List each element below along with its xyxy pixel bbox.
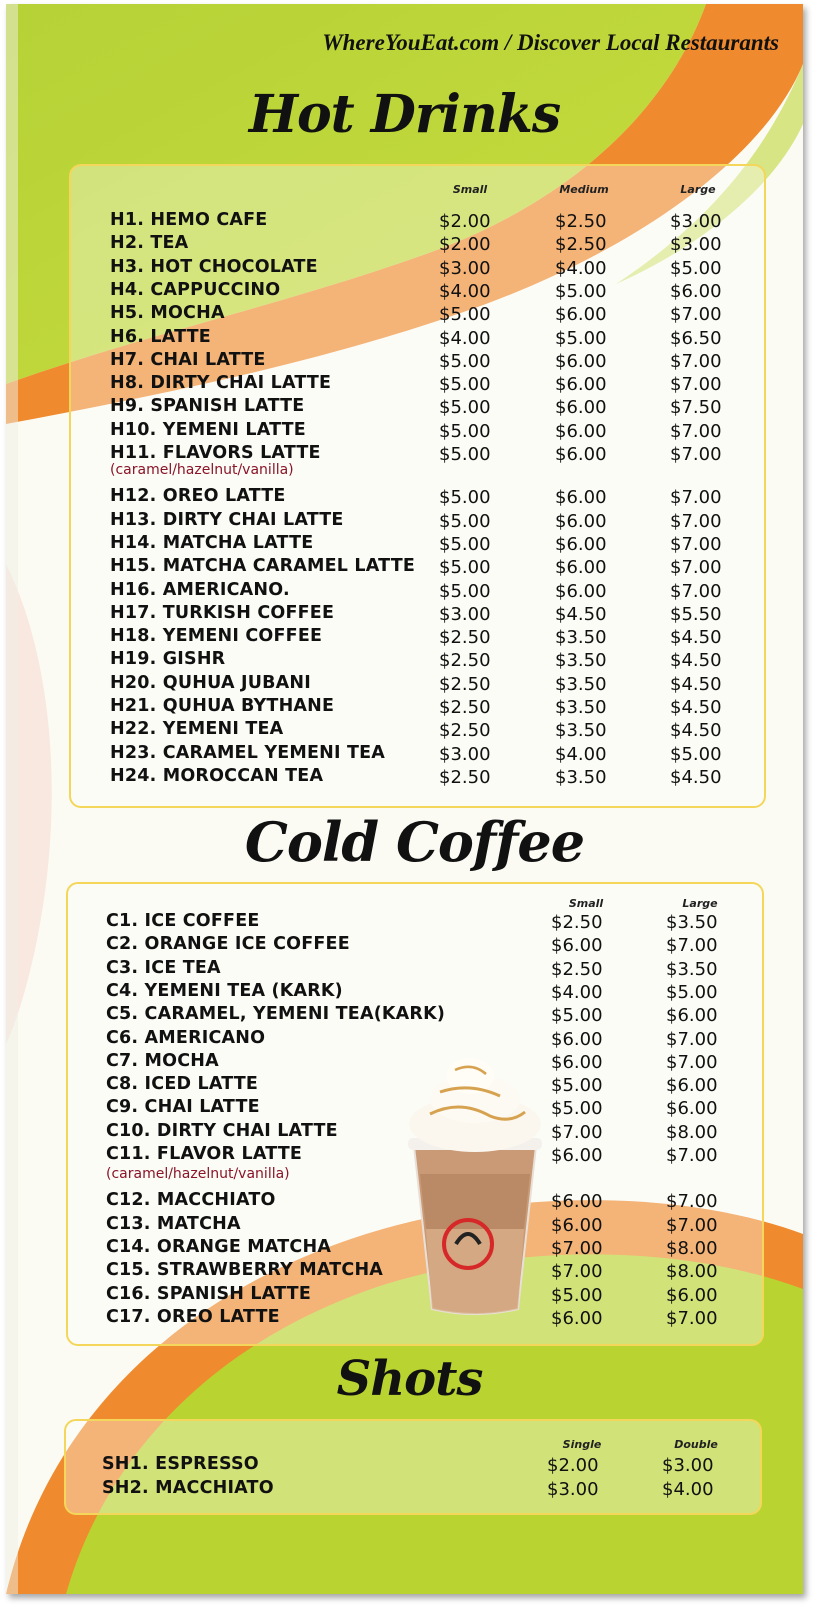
menu-item-price: $6.00 — [555, 420, 607, 442]
menu-item-price: $7.00 — [666, 935, 718, 957]
shots-col-double: Double — [674, 1438, 718, 1451]
menu-item-name: H3. HOT CHOCOLATE — [110, 256, 318, 277]
menu-item-price: $6.00 — [666, 1284, 718, 1306]
menu-item-name: H9. SPANISH LATTE — [110, 396, 305, 417]
menu-item-row — [6, 1051, 786, 1074]
menu-item-name: C16. SPANISH LATTE — [106, 1283, 311, 1304]
shots-title: Shots — [336, 1351, 483, 1407]
menu-item-name: C1. ICE COFFEE — [106, 911, 260, 931]
menu-item-price: $4.00 — [439, 280, 491, 302]
menu-item-row — [6, 396, 786, 419]
menu-item-price: $5.00 — [555, 280, 607, 302]
menu-item-price: $4.00 — [662, 1479, 714, 1500]
menu-item-price: $5.00 — [555, 327, 607, 349]
menu-item-price: $7.00 — [551, 1261, 603, 1283]
menu-item-price: $5.00 — [439, 487, 491, 509]
hot-drinks-title: Hot Drinks — [248, 84, 561, 145]
menu-item-price: $7.00 — [666, 1145, 718, 1166]
menu-item-name: H4. CAPPUCCINO — [110, 279, 281, 300]
menu-item-name: H20. QUHUA JUBANI — [110, 672, 311, 693]
menu-item-price: $4.50 — [670, 766, 722, 788]
menu-item-row — [6, 1097, 786, 1120]
menu-item-name: C14. ORANGE MATCHA — [106, 1236, 332, 1257]
menu-item-price: $5.00 — [670, 743, 722, 765]
cold-col-large: Large — [682, 897, 718, 910]
menu-item-row — [6, 1144, 786, 1167]
menu-item-row — [6, 350, 786, 373]
menu-item-row — [6, 1260, 786, 1283]
menu-item-price: $5.00 — [439, 374, 491, 396]
menu-item-price: $6.00 — [666, 1005, 718, 1027]
menu-item-row — [6, 1190, 786, 1213]
menu-item-price: $3.00 — [670, 234, 722, 256]
menu-item-row — [6, 934, 786, 957]
menu-item-name: H7. CHAI LATTE — [110, 349, 266, 370]
menu-item-row — [6, 1284, 786, 1307]
menu-item-name: H24. MOROCCAN TEA — [110, 765, 324, 786]
menu-item-price: $3.50 — [555, 650, 607, 672]
menu-item-price: $4.50 — [670, 627, 722, 649]
menu-item-price: $4.50 — [670, 720, 722, 742]
menu-item-price: $7.00 — [670, 350, 722, 372]
menu-item-price: $2.50 — [439, 697, 491, 718]
menu-item-price: $3.50 — [666, 958, 718, 980]
menu-item-row — [6, 603, 786, 626]
menu-item-price: $6.00 — [551, 1214, 603, 1236]
menu-item-row — [6, 981, 786, 1004]
menu-item-price: $7.00 — [670, 487, 722, 509]
menu-item-price: $2.50 — [551, 958, 603, 980]
menu-item-price: $3.00 — [670, 211, 722, 232]
menu-item-row — [6, 510, 786, 533]
menu-item-price: $6.00 — [670, 280, 722, 302]
menu-item-row — [6, 486, 786, 509]
site-banner: WhereYouEat.com / Discover Local Restaurants — [322, 30, 779, 55]
menu-item-name: C12. MACCHIATO — [106, 1190, 276, 1211]
menu-item-row — [6, 1454, 786, 1477]
menu-item-row — [6, 766, 786, 789]
menu-item-price: $4.50 — [670, 673, 722, 695]
hot-col-medium: Medium — [559, 183, 609, 196]
menu-item-name: H2. TEA — [110, 233, 189, 254]
menu-item-row — [6, 1214, 786, 1237]
menu-item-price: $3.00 — [439, 743, 491, 765]
menu-item-name: H13. DIRTY CHAI LATTE — [110, 509, 344, 530]
menu-item-price: $7.00 — [670, 420, 722, 442]
menu-item-name: H12. OREO LATTE — [110, 486, 286, 507]
menu-item-price: $2.50 — [439, 627, 491, 649]
menu-item-price: $2.00 — [547, 1455, 599, 1476]
menu-item-price: $5.00 — [439, 304, 491, 326]
menu-item-price: $4.00 — [555, 743, 607, 765]
menu-item-price: $2.50 — [439, 650, 491, 672]
cold-flavor-note: (caramel/hazelnut/vanilla) — [106, 1166, 290, 1182]
hot-col-small: Small — [452, 183, 488, 196]
menu-item-price: $4.50 — [670, 650, 722, 672]
menu-item-price: $6.00 — [551, 1051, 603, 1073]
menu-item-price: $8.00 — [666, 1237, 718, 1259]
menu-item-price: $8.00 — [666, 1261, 718, 1283]
menu-item-price: $6.00 — [555, 374, 607, 396]
menu-item-row — [6, 1074, 786, 1097]
menu-item-price: $7.00 — [666, 1307, 718, 1329]
menu-item-price: $7.00 — [666, 1214, 718, 1236]
menu-item-price: $5.00 — [439, 557, 491, 579]
menu-item-price: $6.00 — [555, 304, 607, 326]
menu-item-price: $6.00 — [666, 1098, 718, 1120]
menu-item-price: $6.00 — [551, 935, 603, 957]
menu-item-price: $5.00 — [439, 580, 491, 602]
menu-item-price: $3.50 — [555, 627, 607, 649]
menu-item-price: $3.50 — [555, 720, 607, 742]
menu-item-price: $6.00 — [555, 533, 607, 555]
menu-item-row — [6, 719, 786, 742]
menu-item-name: C6. AMERICANO — [106, 1027, 266, 1048]
menu-item-name: H6. LATTE — [110, 326, 211, 347]
menu-item-price: $3.00 — [439, 257, 491, 279]
menu-item-row — [6, 696, 786, 719]
menu-item-row — [6, 1237, 786, 1260]
menu-item-price: $7.00 — [670, 533, 722, 555]
menu-item-row — [6, 257, 786, 280]
menu-item-price: $2.50 — [555, 211, 607, 232]
cold-coffee-title: Cold Coffee — [244, 810, 585, 874]
menu-item-price: $6.00 — [555, 510, 607, 532]
menu-item-price: $6.00 — [666, 1075, 718, 1097]
shots-col-single: Single — [562, 1438, 602, 1451]
menu-item-price: $7.00 — [670, 510, 722, 532]
menu-item-row — [6, 958, 786, 981]
menu-item-row — [6, 1478, 786, 1501]
menu-item-name: C17. OREO LATTE — [106, 1306, 280, 1327]
hot-flavor-note: (caramel/hazelnut/vanilla) — [110, 462, 294, 478]
menu-item-price: $3.00 — [662, 1455, 714, 1476]
menu-item-price: $5.00 — [439, 350, 491, 372]
menu-item-row — [6, 911, 786, 934]
menu-item-name: H1. HEMO CAFE — [110, 210, 268, 230]
menu-item-name: H23. CARAMEL YEMENI TEA — [110, 742, 386, 763]
menu-item-price: $4.50 — [555, 603, 607, 625]
menu-item-name: H8. DIRTY CHAI LATTE — [110, 373, 332, 394]
menu-item-price: $5.00 — [439, 420, 491, 442]
menu-item-row — [6, 556, 786, 579]
menu-item-name: C2. ORANGE ICE COFFEE — [106, 934, 350, 955]
menu-item-price: $5.00 — [439, 397, 491, 419]
menu-item-price: $5.00 — [551, 1284, 603, 1306]
menu-item-price: $7.00 — [551, 1237, 603, 1259]
menu-item-price: $6.00 — [551, 1307, 603, 1329]
menu-item-price: $7.00 — [666, 1028, 718, 1050]
menu-item-price: $2.50 — [439, 673, 491, 695]
menu-item-name: H21. QUHUA BYTHANE — [110, 696, 335, 716]
menu-item-name: C8. ICED LATTE — [106, 1074, 259, 1095]
menu-item-price: $4.00 — [551, 981, 603, 1003]
menu-item-price: $5.00 — [551, 1075, 603, 1097]
menu-item-row — [6, 1121, 786, 1144]
menu-item-price: $3.50 — [666, 912, 718, 933]
menu-item-price: $7.00 — [670, 580, 722, 602]
menu-item-price: $6.00 — [551, 1145, 603, 1166]
menu-item-name: SH2. MACCHIATO — [102, 1478, 274, 1498]
menu-item-price: $2.50 — [439, 766, 491, 788]
menu-item-price: $3.00 — [439, 603, 491, 625]
menu-item-name: H11. FLAVORS LATTE — [110, 443, 321, 463]
menu-item-row — [6, 1307, 786, 1330]
menu-item-row — [6, 1004, 786, 1027]
menu-item-price: $2.50 — [551, 912, 603, 933]
menu-item-price: $5.00 — [439, 444, 491, 465]
menu-item-price: $2.50 — [439, 720, 491, 742]
menu-item-price: $8.00 — [666, 1121, 718, 1143]
menu-item-price: $5.00 — [666, 981, 718, 1003]
menu-item-price: $3.50 — [555, 673, 607, 695]
menu-item-price: $5.00 — [439, 533, 491, 555]
menu-item-price: $4.50 — [670, 697, 722, 718]
menu-item-name: C13. MATCHA — [106, 1213, 241, 1234]
menu-item-price: $3.50 — [555, 697, 607, 718]
menu-item-name: SH1. ESPRESSO — [102, 1454, 259, 1474]
menu-item-price: $6.00 — [555, 487, 607, 509]
menu-item-price: $3.00 — [547, 1479, 599, 1500]
menu-item-price: $6.00 — [551, 1191, 603, 1213]
menu-item-price: $6.00 — [555, 350, 607, 372]
menu-item-price: $4.00 — [439, 327, 491, 349]
menu-page — [6, 4, 803, 1594]
menu-item-row — [6, 210, 786, 233]
menu-item-name: C5. CARAMEL, YEMENI TEA(KARK) — [106, 1004, 446, 1025]
menu-item-row — [6, 303, 786, 326]
menu-item-price: $7.00 — [666, 1051, 718, 1073]
menu-item-price: $6.00 — [555, 580, 607, 602]
menu-item-price: $7.00 — [666, 1191, 718, 1213]
menu-item-row — [6, 420, 786, 443]
menu-item-price: $5.00 — [551, 1005, 603, 1027]
menu-item-row — [6, 580, 786, 603]
menu-item-price: $5.00 — [551, 1098, 603, 1120]
menu-item-name: H18. YEMENI COFFEE — [110, 626, 323, 647]
menu-item-price: $7.00 — [670, 374, 722, 396]
menu-item-name: C4. YEMENI TEA (KARK) — [106, 980, 343, 1001]
menu-item-price: $6.00 — [555, 444, 607, 465]
menu-item-name: H10. YEMENI LATTE — [110, 419, 306, 440]
menu-item-name: C15. STRAWBERRY MATCHA — [106, 1260, 384, 1281]
menu-item-price: $2.00 — [439, 211, 491, 232]
menu-item-row — [6, 649, 786, 672]
menu-item-row — [6, 533, 786, 556]
menu-item-price: $6.00 — [555, 397, 607, 419]
menu-item-name: H19. GISHR — [110, 649, 226, 670]
menu-item-row — [6, 673, 786, 696]
menu-item-row — [6, 1028, 786, 1051]
menu-item-price: $2.00 — [439, 234, 491, 256]
hot-col-large: Large — [680, 183, 716, 196]
menu-item-price: $6.00 — [555, 557, 607, 579]
menu-item-name: C3. ICE TEA — [106, 957, 221, 978]
menu-item-price: $6.00 — [551, 1028, 603, 1050]
menu-item-row — [6, 327, 786, 350]
menu-item-name: H16. AMERICANO. — [110, 579, 290, 600]
menu-item-price: $7.00 — [670, 557, 722, 579]
menu-item-price: $7.00 — [551, 1121, 603, 1143]
menu-item-name: H17. TURKISH COFFEE — [110, 602, 335, 623]
menu-item-name: H15. MATCHA CARAMEL LATTE — [110, 556, 415, 577]
menu-item-price: $7.50 — [670, 397, 722, 419]
menu-item-name: H14. MATCHA LATTE — [110, 532, 314, 553]
menu-item-price: $2.50 — [555, 234, 607, 256]
menu-item-name: C10. DIRTY CHAI LATTE — [106, 1120, 338, 1141]
menu-item-price: $5.00 — [439, 510, 491, 532]
menu-item-name: C9. CHAI LATTE — [106, 1097, 260, 1118]
iced-drink-cup-icon — [400, 1054, 550, 1319]
menu-item-row — [6, 743, 786, 766]
menu-item-price: $5.50 — [670, 603, 722, 625]
cold-col-small: Small — [568, 897, 604, 910]
menu-item-price: $7.00 — [670, 304, 722, 326]
menu-item-name: C11. FLAVOR LATTE — [106, 1144, 303, 1164]
menu-item-name: H22. YEMENI TEA — [110, 719, 284, 740]
menu-item-price: $5.00 — [670, 257, 722, 279]
menu-item-row — [6, 280, 786, 303]
menu-item-price: $6.50 — [670, 327, 722, 349]
menu-item-price: $3.50 — [555, 766, 607, 788]
menu-item-price: $7.00 — [670, 444, 722, 465]
menu-item-name: C7. MOCHA — [106, 1050, 219, 1071]
menu-item-name: H5. MOCHA — [110, 303, 225, 324]
menu-item-row — [6, 233, 786, 256]
menu-item-price: $4.00 — [555, 257, 607, 279]
menu-item-row — [6, 373, 786, 396]
menu-item-row — [6, 626, 786, 649]
